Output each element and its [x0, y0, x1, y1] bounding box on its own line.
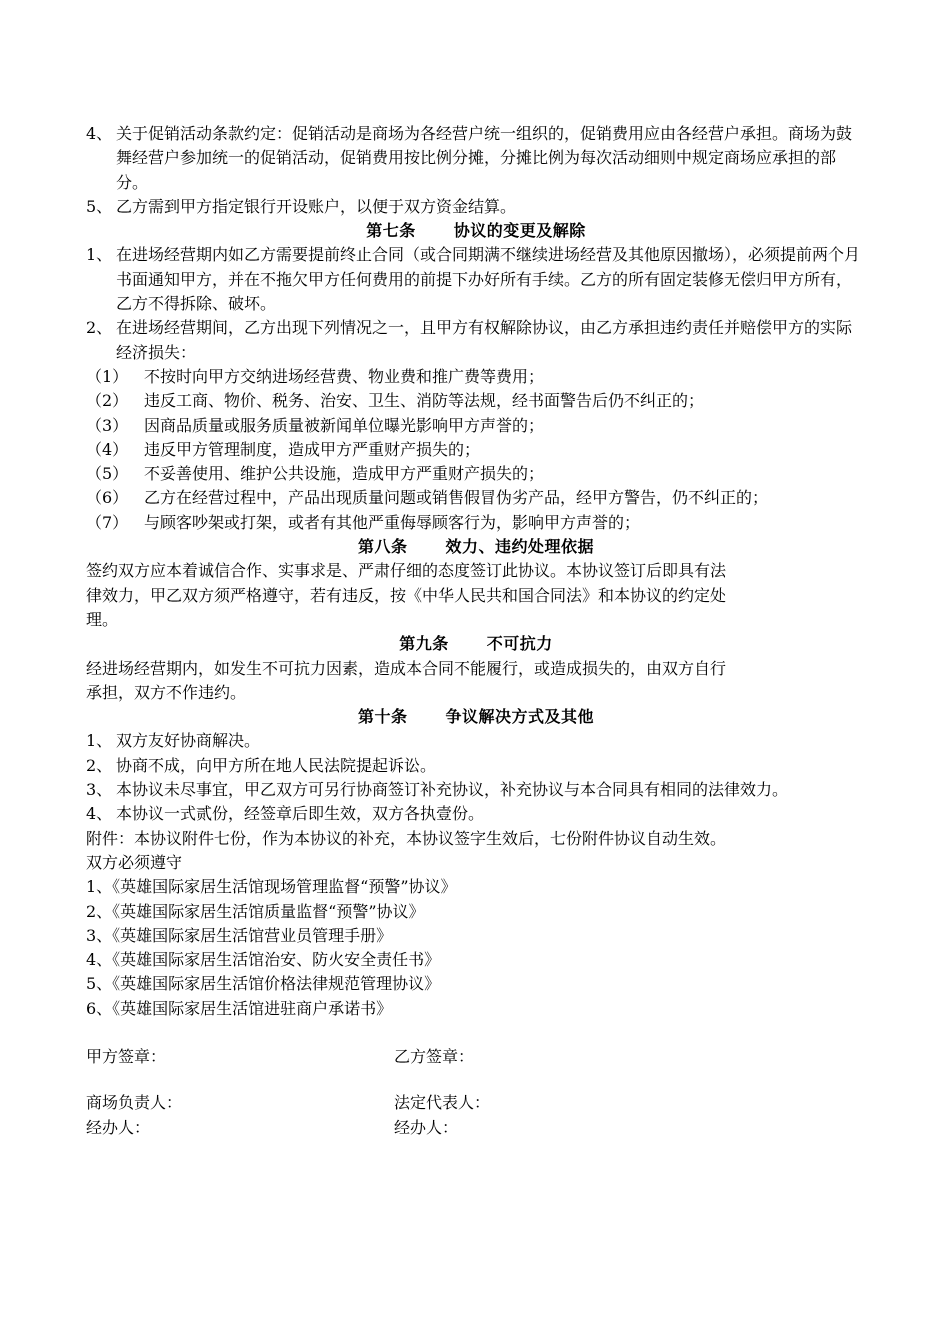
attachment-item: 6、《英雄国际家居生活馆进驻商户承诺书》 — [86, 998, 393, 1018]
item-number: 5、 — [86, 196, 113, 216]
item-number: 2、 — [86, 318, 113, 338]
item-number: 4、 — [86, 124, 113, 143]
list-item — [86, 754, 866, 778]
party-a-seal: 甲方签章： — [86, 1046, 167, 1066]
item-number: （1） — [86, 366, 129, 386]
attachment-note: 附件：本协议附件七份，作为本协议的补充，本协议签字生效后，七份附件协议自动生效。 — [86, 828, 727, 848]
item-number: （5） — [86, 464, 129, 484]
item-number: 1、 — [86, 245, 113, 265]
item-text: 违反甲方管理制度，造成甲方严重财产损失的； — [144, 439, 481, 459]
sub-list-item — [86, 389, 866, 413]
item-number: （3） — [86, 415, 129, 435]
sub-list-item — [86, 462, 866, 486]
list-item — [86, 316, 866, 365]
mall-manager: 商场负责人： — [86, 1093, 183, 1113]
document-body — [86, 122, 866, 1140]
item-text: 乙方需到甲方指定银行开设账户，以便于双方资金结算。 — [116, 196, 517, 216]
article-title: 不可抗力 — [486, 634, 553, 654]
list-item — [86, 778, 866, 802]
sub-list-item — [86, 511, 866, 535]
attachment-item: 5、《英雄国际家居生活馆价格法律规范管理协议》 — [86, 974, 441, 994]
item-text: 本协议未尽事宜，甲乙双方可另行协商签订补充协议，补充协议与本合同具有相同的法律效力。 — [116, 780, 789, 800]
item-number: （7） — [86, 512, 129, 532]
article-title: 争议解决方式及其他 — [445, 707, 595, 727]
item-number: （6） — [86, 488, 129, 508]
item-number: （4） — [86, 439, 129, 459]
sub-list-item — [86, 414, 866, 438]
list-item — [86, 243, 866, 316]
sub-list-item — [86, 365, 866, 389]
sub-list-item — [86, 438, 866, 462]
article-10-heading — [86, 705, 866, 729]
item-number: （2） — [86, 391, 129, 411]
item-text: 双方友好协商解决。 — [116, 731, 261, 751]
article-8-heading — [86, 535, 866, 559]
handler-a: 经办人： — [86, 1117, 151, 1137]
article-title: 协议的变更及解除 — [453, 221, 586, 241]
signature-block — [86, 1045, 866, 1140]
item-number: 1、 — [86, 731, 113, 751]
item-number: 3、 — [86, 780, 113, 800]
item-text: 与顾客吵架或打架，或者有其他严重侮辱顾客行为，影响甲方声誉的； — [144, 512, 641, 532]
signature-row — [86, 1091, 866, 1115]
legal-representative: 法定代表人： — [394, 1093, 491, 1113]
item-text: 在进场经营期内如乙方需要提前终止合同（或合同期满不继续进场经营及其他原因撤场），必须提前两个月书面通知甲方，并在不拖欠甲方任何费用的前提下办好所有手续。乙方的所有固定装修无偿归甲方所有，乙方不得拆除、破坏。 — [116, 245, 861, 314]
list-item — [86, 729, 866, 753]
item-text: 不按时向甲方交纳进场经营费、物业费和推广费等费用； — [144, 366, 545, 386]
paragraph-line: 承担，双方不作违约。 — [86, 682, 247, 702]
attachment-item: 1、《英雄国际家居生活馆现场管理监督“预警”协议》 — [86, 877, 457, 897]
list-item — [86, 195, 866, 219]
item-text: 不妥善使用、维护公共设施，造成甲方严重财产损失的； — [144, 464, 545, 484]
article-9-heading — [86, 632, 866, 656]
paragraph-line: 经进场经营期内，如发生不可抗力因素，造成本合同不能履行，或造成损失的，由双方自行 — [86, 658, 727, 678]
paragraph-line: 律效力，甲乙双方须严格遵守，若有违反，按《中华人民共和国合同法》和本协议的约定处 — [86, 585, 727, 605]
item-text: 因商品质量或服务质量被新闻单位曝光影响甲方声誉的； — [144, 415, 545, 435]
paragraph-line: 理。 — [86, 609, 119, 629]
item-text: 在进场经营期间，乙方出现下列情况之一，且甲方有权解除协议，由乙方承担违约责任并赔偿甲方的实际经济损失： — [116, 318, 853, 362]
article-title: 效力、违约处理依据 — [445, 537, 595, 557]
attachment-note: 双方必须遵守 — [86, 852, 183, 872]
list-item — [86, 122, 866, 195]
sub-list-item — [86, 486, 866, 510]
signature-row — [86, 1116, 866, 1140]
paragraph-line: 签约双方应本着诚信合作、实事求是、严肃仔细的态度签订此协议。本协议签订后即具有法 — [86, 561, 727, 581]
item-text: 关于促销活动条款约定：促销活动是商场为各经营户统一组织的，促销费用应由各经营户承担。商场为鼓舞经营户参加统一的促销活动，促销费用按比例分摊，分摊比例为每次活动细则中规定商场应承担的部分。 — [116, 124, 853, 192]
item-number: 4、 — [86, 804, 113, 824]
article-label: 第八条 — [357, 537, 408, 557]
item-text: 协商不成，向甲方所在地人民法院提起诉讼。 — [116, 755, 437, 775]
item-text: 违反工商、物价、税务、治安、卫生、消防等法规，经书面警告后仍不纠正的； — [144, 391, 705, 411]
article-label: 第九条 — [399, 634, 449, 654]
attachment-item: 2、《英雄国际家居生活馆质量监督“预警”协议》 — [86, 901, 425, 921]
attachment-item: 3、《英雄国际家居生活馆营业员管理手册》 — [86, 925, 393, 945]
item-number: 2、 — [86, 755, 113, 775]
list-item — [86, 802, 866, 826]
item-text: 本协议一式贰份，经签章后即生效，双方各执壹份。 — [116, 804, 485, 824]
item-text: 乙方在经营过程中，产品出现质量问题或销售假冒伪劣产品，经甲方警告，仍不纠正的； — [144, 488, 769, 508]
article-label: 第十条 — [357, 707, 408, 727]
signature-row — [86, 1045, 866, 1069]
handler-b: 经办人： — [394, 1117, 459, 1137]
party-b-seal: 乙方签章： — [394, 1046, 475, 1066]
attachment-item: 4、《英雄国际家居生活馆治安、防火安全责任书》 — [86, 950, 441, 970]
article-7-heading — [86, 219, 866, 243]
article-label: 第七条 — [366, 221, 416, 241]
